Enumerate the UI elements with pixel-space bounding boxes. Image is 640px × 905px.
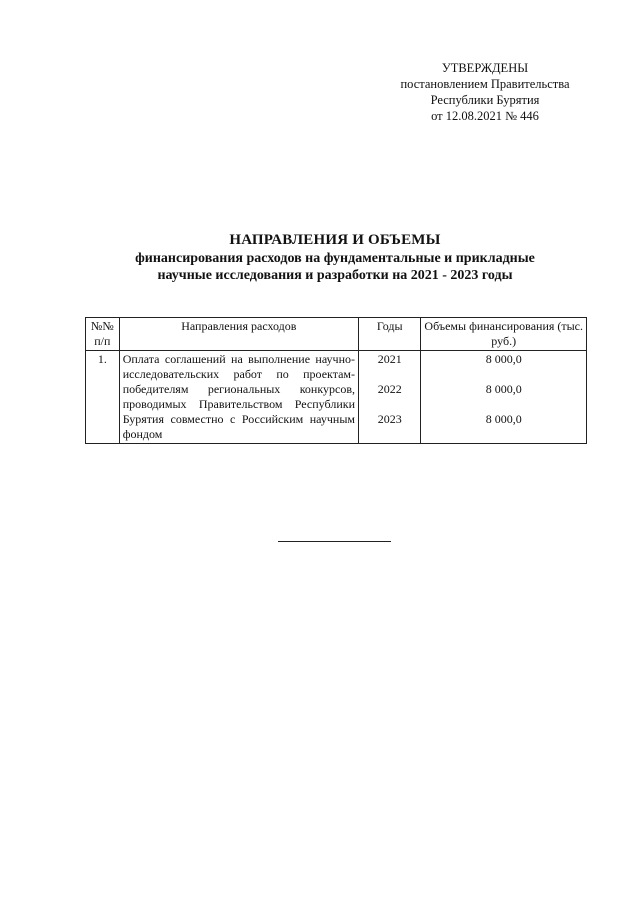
- approval-heading: УТВЕРЖДЕНЫ: [441, 61, 529, 75]
- row-number: 1.: [86, 351, 120, 444]
- year-2023: 2023: [377, 412, 402, 426]
- table-header-row: [86, 318, 587, 351]
- document-title: [60, 232, 610, 285]
- approval-block: [390, 60, 580, 124]
- year-2022: 2022: [377, 382, 402, 396]
- header-direction: Направления расходов: [119, 318, 358, 351]
- approval-line-resolution: постановлением Правительства: [400, 77, 570, 91]
- header-volume: Объемы финансирования (тыс. руб.): [421, 318, 587, 351]
- approval-line-date: от 12.08.2021 № 446: [431, 109, 539, 123]
- closing-rule: [278, 541, 391, 542]
- financing-table: [85, 317, 587, 444]
- header-years: Годы: [359, 318, 421, 351]
- amount-2023: 8 000,0: [485, 412, 522, 426]
- header-number: №№ п/п: [86, 318, 120, 351]
- year-2021: 2021: [377, 352, 402, 366]
- row-years: [359, 351, 421, 444]
- title-sub-line2: научные исследования и разработки на 2021 - 2023 годы: [157, 268, 513, 283]
- title-main: НАПРАВЛЕНИЯ И ОБЪЕМЫ: [229, 232, 441, 248]
- amount-2022: 8 000,0: [485, 382, 522, 396]
- title-sub-line1: финансирования расходов на фундаментальные и прикладные: [135, 250, 535, 266]
- amount-2021: 8 000,0: [485, 352, 522, 366]
- row-direction: Оплата соглашений на выполнение научно-исследовательских работ по проектам-победителям региональных конкурсов, проводимых Правительством Республики Бурятия совместно с Российским научным фондом: [119, 351, 358, 444]
- row-amounts: [421, 351, 587, 444]
- table-row: [86, 351, 587, 444]
- approval-line-republic: Республики Бурятия: [430, 93, 540, 107]
